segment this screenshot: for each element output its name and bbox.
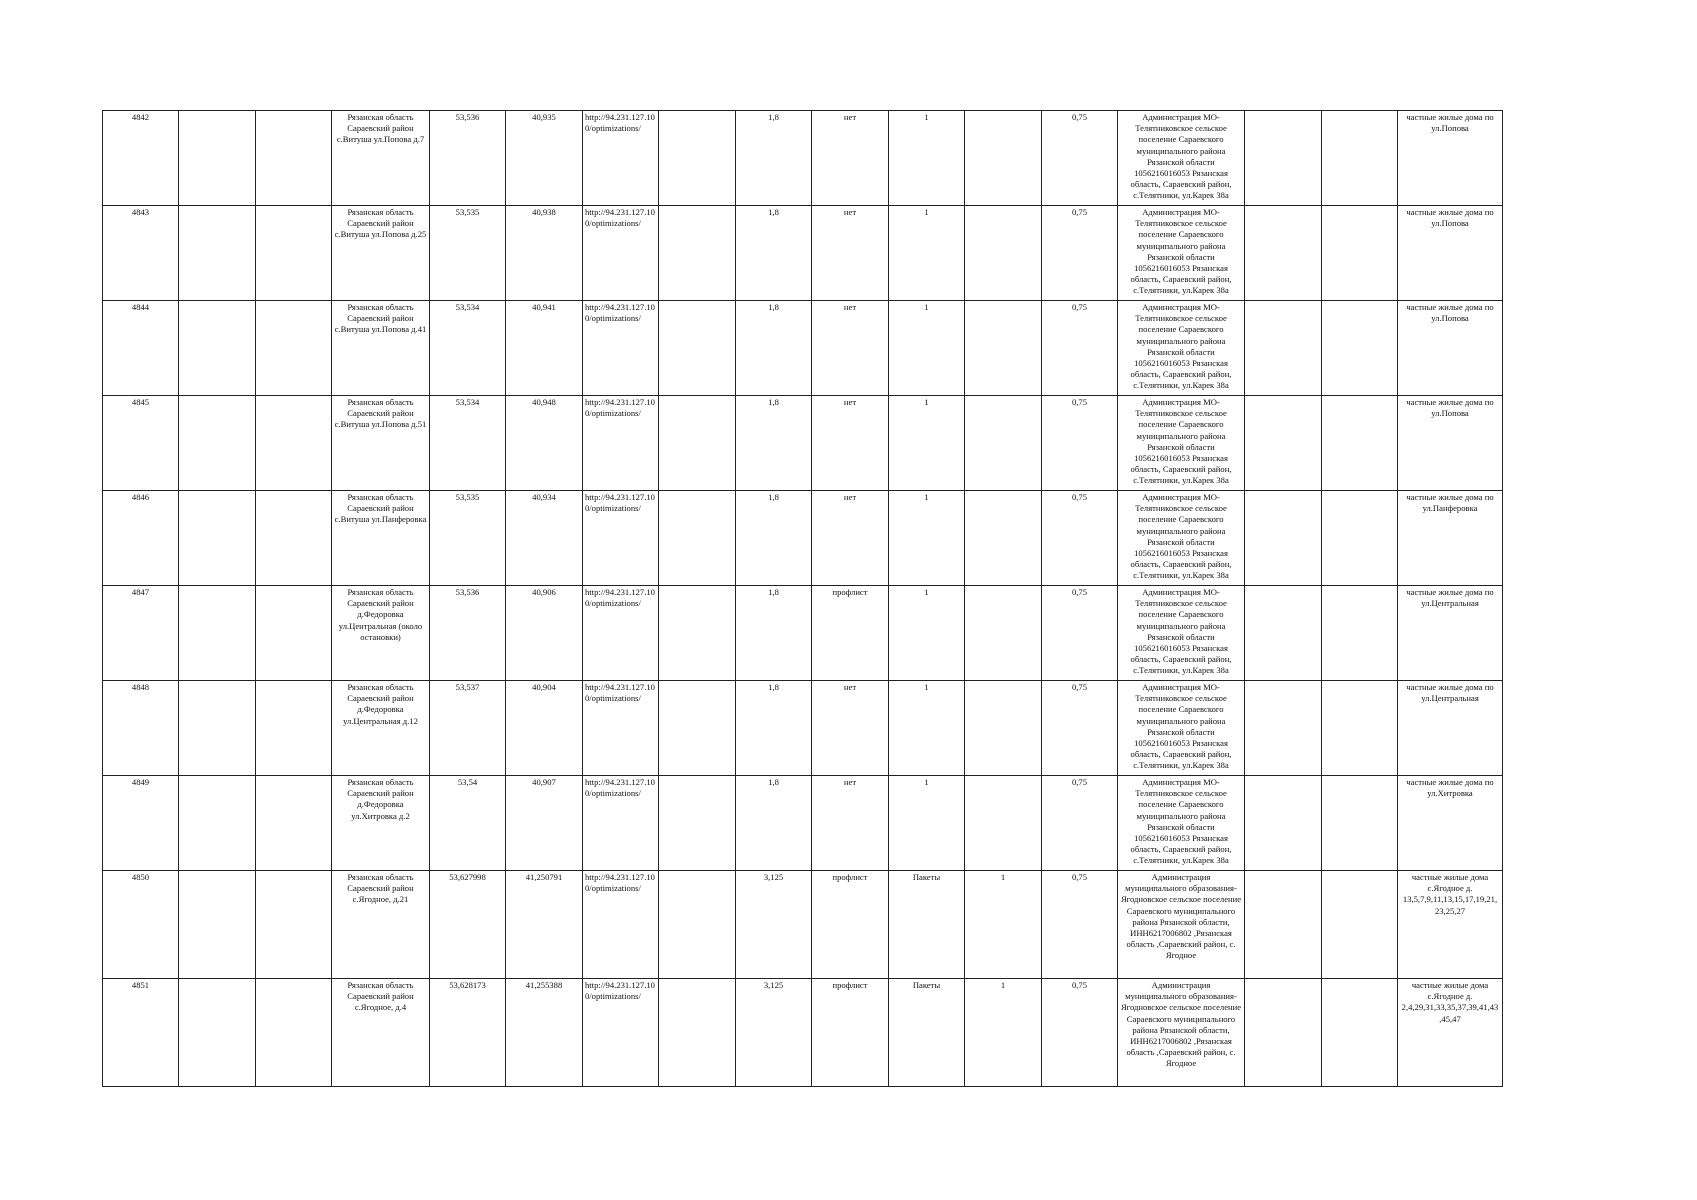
cell-empty [659, 979, 736, 1087]
cell-sources: частные жилые дома по ул.Попова [1398, 111, 1503, 206]
cell-empty [256, 491, 332, 586]
cell-empty [1322, 871, 1398, 979]
cell-col10: 1 [889, 111, 965, 206]
cell-col11 [965, 776, 1042, 871]
cell-fence: нет [812, 776, 889, 871]
table-row [103, 979, 1503, 1087]
cell-empty [256, 301, 332, 396]
cell-empty [1245, 206, 1322, 301]
cell-sources: частные жилые дома с.Ягодное д. 13,5,7,9,11,13,15,17,19,21, 23,25,27 [1398, 871, 1503, 979]
cell-owner: Администрация МО-Телятниковское сельское поселение Сараевского муниципального района Рязанской области 1056216016053 Рязанская область, Сараевский район, с.Телятники, ул.Карек 38а [1118, 301, 1245, 396]
cell-longitude: 40,934 [506, 491, 583, 586]
cell-col10: 1 [889, 491, 965, 586]
cell-empty [1245, 871, 1322, 979]
cell-fence: нет [812, 206, 889, 301]
cell-empty [179, 491, 256, 586]
cell-empty [1322, 111, 1398, 206]
cell-owner: Администрация МО-Телятниковское сельское поселение Сараевского муниципального района Рязанской области 1056216016053 Рязанская область, Сараевский район, с.Телятники, ул.Карек 38а [1118, 206, 1245, 301]
cell-empty [1322, 301, 1398, 396]
cell-longitude: 40,938 [506, 206, 583, 301]
cell-col12: 0,75 [1042, 396, 1118, 491]
table-row [103, 871, 1503, 979]
cell-col12: 0,75 [1042, 206, 1118, 301]
cell-owner: Администрация МО-Телятниковское сельское поселение Сараевского муниципального района Рязанской области 1056216016053 Рязанская область, Сараевский район, с.Телятники, ул.Карек 38а [1118, 776, 1245, 871]
cell-address: Рязанская область Сараевский район с.Ягодное, д.21 [332, 871, 430, 979]
cell-col10: 1 [889, 206, 965, 301]
cell-col11 [965, 301, 1042, 396]
cell-id: 4842 [103, 111, 179, 206]
cell-col12: 0,75 [1042, 681, 1118, 776]
cell-col12: 0,75 [1042, 871, 1118, 979]
cell-col11: 1 [965, 871, 1042, 979]
cell-area: 3,125 [736, 979, 812, 1087]
cell-col11: 1 [965, 979, 1042, 1087]
cell-empty [659, 301, 736, 396]
cell-address: Рязанская область Сараевский район с.Витуша ул.Панферовка [332, 491, 430, 586]
cell-empty [1245, 776, 1322, 871]
cell-longitude: 40,948 [506, 396, 583, 491]
cell-owner: Администрация МО-Телятниковское сельское поселение Сараевского муниципального района Рязанской области 1056216016053 Рязанская область, Сараевский район, с.Телятники, ул.Карек 38а [1118, 681, 1245, 776]
cell-address: Рязанская область Сараевский район с.Витуша ул.Попова д.7 [332, 111, 430, 206]
cell-area: 1,8 [736, 776, 812, 871]
cell-address: Рязанская область Сараевский район д.Федоровка ул.Центральная д.12 [332, 681, 430, 776]
cell-col11 [965, 396, 1042, 491]
cell-empty [179, 979, 256, 1087]
cell-url: http://94.231.127.10 0/optimizations/ [583, 491, 659, 586]
cell-address: Рязанская область Сараевский район с.Витуша ул.Попова д.51 [332, 396, 430, 491]
cell-empty [256, 776, 332, 871]
cell-col10: 1 [889, 301, 965, 396]
cell-latitude: 53,536 [430, 586, 506, 681]
table-row [103, 586, 1503, 681]
registry-table-body [103, 111, 1503, 1087]
cell-empty [1322, 681, 1398, 776]
table-row [103, 301, 1503, 396]
cell-latitude: 53,534 [430, 301, 506, 396]
cell-col12: 0,75 [1042, 301, 1118, 396]
cell-sources: частные жилые дома по ул.Центральная [1398, 586, 1503, 681]
cell-col11 [965, 681, 1042, 776]
cell-empty [179, 871, 256, 979]
cell-empty [256, 396, 332, 491]
cell-url: http://94.231.127.10 0/optimizations/ [583, 979, 659, 1087]
cell-latitude: 53,537 [430, 681, 506, 776]
table-row [103, 206, 1503, 301]
cell-sources: частные жилые дома по ул.Центральная [1398, 681, 1503, 776]
cell-owner: Администрация МО-Телятниковское сельское поселение Сараевского муниципального района Рязанской области 1056216016053 Рязанская область, Сараевский район, с.Телятники, ул.Карек 38а [1118, 491, 1245, 586]
cell-id: 4850 [103, 871, 179, 979]
cell-url: http://94.231.127.10 0/optimizations/ [583, 396, 659, 491]
cell-address: Рязанская область Сараевский район с.Ягодное, д.4 [332, 979, 430, 1087]
cell-id: 4848 [103, 681, 179, 776]
cell-fence: нет [812, 491, 889, 586]
cell-empty [256, 871, 332, 979]
cell-empty [256, 206, 332, 301]
cell-address: Рязанская область Сараевский район д.Федоровка ул.Хитровка д.2 [332, 776, 430, 871]
cell-col12: 0,75 [1042, 111, 1118, 206]
table-row [103, 681, 1503, 776]
cell-longitude: 40,904 [506, 681, 583, 776]
cell-sources: частные жилые дома по ул.Попова [1398, 206, 1503, 301]
cell-empty [659, 206, 736, 301]
cell-longitude: 41,250791 [506, 871, 583, 979]
cell-empty [1245, 396, 1322, 491]
cell-col10: Пакеты [889, 979, 965, 1087]
cell-empty [1245, 979, 1322, 1087]
cell-fence: нет [812, 396, 889, 491]
cell-url: http://94.231.127.10 0/optimizations/ [583, 111, 659, 206]
cell-empty [659, 491, 736, 586]
cell-col11 [965, 586, 1042, 681]
cell-latitude: 53,627998 [430, 871, 506, 979]
cell-fence: нет [812, 111, 889, 206]
cell-empty [256, 979, 332, 1087]
cell-latitude: 53,54 [430, 776, 506, 871]
cell-col10: 1 [889, 396, 965, 491]
cell-empty [1322, 491, 1398, 586]
cell-col12: 0,75 [1042, 586, 1118, 681]
cell-address: Рязанская область Сараевский район с.Витуша ул.Попова д.41 [332, 301, 430, 396]
cell-empty [659, 871, 736, 979]
cell-sources: частные жилые дома по ул.Панферовка [1398, 491, 1503, 586]
cell-id: 4846 [103, 491, 179, 586]
cell-owner: Администрация муниципального образования-Ягодновское сельское поселение Сараевского муниципального района Рязанской области, ИНН6217006802 ,Рязанская область ,Сараевский район, с. Ягодное [1118, 871, 1245, 979]
cell-col12: 0,75 [1042, 979, 1118, 1087]
cell-empty [1322, 776, 1398, 871]
cell-url: http://94.231.127.10 0/optimizations/ [583, 681, 659, 776]
cell-url: http://94.231.127.10 0/optimizations/ [583, 301, 659, 396]
cell-col10: 1 [889, 681, 965, 776]
cell-empty [179, 586, 256, 681]
cell-area: 3,125 [736, 871, 812, 979]
cell-owner: Администрация МО-Телятниковское сельское поселение Сараевского муниципального района Рязанской области 1056216016053 Рязанская область, Сараевский район, с.Телятники, ул.Карек 38а [1118, 586, 1245, 681]
cell-id: 4843 [103, 206, 179, 301]
cell-empty [1245, 681, 1322, 776]
cell-fence: нет [812, 301, 889, 396]
cell-empty [1322, 586, 1398, 681]
cell-area: 1,8 [736, 586, 812, 681]
cell-url: http://94.231.127.10 0/optimizations/ [583, 871, 659, 979]
cell-col10: 1 [889, 586, 965, 681]
cell-col10: 1 [889, 776, 965, 871]
cell-empty [659, 776, 736, 871]
cell-empty [179, 396, 256, 491]
cell-empty [179, 776, 256, 871]
cell-longitude: 40,941 [506, 301, 583, 396]
registry-table [102, 110, 1503, 1087]
cell-sources: частные жилые дома с.Ягодное д. 2,4,29,31,33,35,37,39,41,43 ,45,47 [1398, 979, 1503, 1087]
cell-fence: профлист [812, 979, 889, 1087]
cell-address: Рязанская область Сараевский район с.Витуша ул.Попова д.25 [332, 206, 430, 301]
cell-col10: Пакеты [889, 871, 965, 979]
cell-empty [179, 111, 256, 206]
cell-empty [256, 681, 332, 776]
cell-longitude: 41,255388 [506, 979, 583, 1087]
cell-col12: 0,75 [1042, 776, 1118, 871]
cell-longitude: 40,907 [506, 776, 583, 871]
cell-area: 1,8 [736, 396, 812, 491]
cell-empty [1245, 111, 1322, 206]
cell-area: 1,8 [736, 206, 812, 301]
cell-fence: профлист [812, 871, 889, 979]
table-row [103, 396, 1503, 491]
cell-url: http://94.231.127.10 0/optimizations/ [583, 586, 659, 681]
cell-empty [256, 111, 332, 206]
cell-empty [1245, 491, 1322, 586]
cell-col11 [965, 206, 1042, 301]
cell-sources: частные жилые дома по ул.Попова [1398, 396, 1503, 491]
cell-owner: Администрация муниципального образования-Ягодновское сельское поселение Сараевского муниципального района Рязанской области, ИНН6217006802 ,Рязанская область ,Сараевский район, с. Ягодное [1118, 979, 1245, 1087]
cell-id: 4851 [103, 979, 179, 1087]
cell-latitude: 53,536 [430, 111, 506, 206]
cell-empty [659, 681, 736, 776]
cell-latitude: 53,534 [430, 396, 506, 491]
cell-address: Рязанская область Сараевский район д.Федоровка ул.Центральная (около остановки) [332, 586, 430, 681]
cell-owner: Администрация МО-Телятниковское сельское поселение Сараевского муниципального района Рязанской области 1056216016053 Рязанская область, Сараевский район, с.Телятники, ул.Карек 38а [1118, 396, 1245, 491]
cell-empty [1322, 396, 1398, 491]
cell-id: 4845 [103, 396, 179, 491]
cell-empty [256, 586, 332, 681]
cell-latitude: 53,535 [430, 491, 506, 586]
cell-area: 1,8 [736, 301, 812, 396]
cell-area: 1,8 [736, 111, 812, 206]
cell-col11 [965, 111, 1042, 206]
cell-url: http://94.231.127.10 0/optimizations/ [583, 776, 659, 871]
cell-owner: Администрация МО-Телятниковское сельское поселение Сараевского муниципального района Рязанской области 1056216016053 Рязанская область, Сараевский район, с.Телятники, ул.Карек 38а [1118, 111, 1245, 206]
cell-fence: профлист [812, 586, 889, 681]
cell-col12: 0,75 [1042, 491, 1118, 586]
cell-url: http://94.231.127.10 0/optimizations/ [583, 206, 659, 301]
cell-id: 4847 [103, 586, 179, 681]
cell-fence: нет [812, 681, 889, 776]
cell-empty [1322, 206, 1398, 301]
cell-area: 1,8 [736, 681, 812, 776]
cell-empty [179, 681, 256, 776]
cell-empty [1322, 979, 1398, 1087]
cell-latitude: 53,535 [430, 206, 506, 301]
cell-area: 1,8 [736, 491, 812, 586]
cell-latitude: 53,628173 [430, 979, 506, 1087]
table-row [103, 776, 1503, 871]
cell-empty [179, 206, 256, 301]
cell-empty [1245, 301, 1322, 396]
cell-sources: частные жилые дома по ул.Попова [1398, 301, 1503, 396]
cell-sources: частные жилые дома по ул.Хитровка [1398, 776, 1503, 871]
cell-id: 4844 [103, 301, 179, 396]
cell-longitude: 40,935 [506, 111, 583, 206]
cell-empty [179, 301, 256, 396]
table-row [103, 111, 1503, 206]
cell-empty [659, 111, 736, 206]
cell-empty [1245, 586, 1322, 681]
cell-empty [659, 586, 736, 681]
cell-id: 4849 [103, 776, 179, 871]
table-row [103, 491, 1503, 586]
cell-longitude: 40,906 [506, 586, 583, 681]
cell-empty [659, 396, 736, 491]
cell-col11 [965, 491, 1042, 586]
